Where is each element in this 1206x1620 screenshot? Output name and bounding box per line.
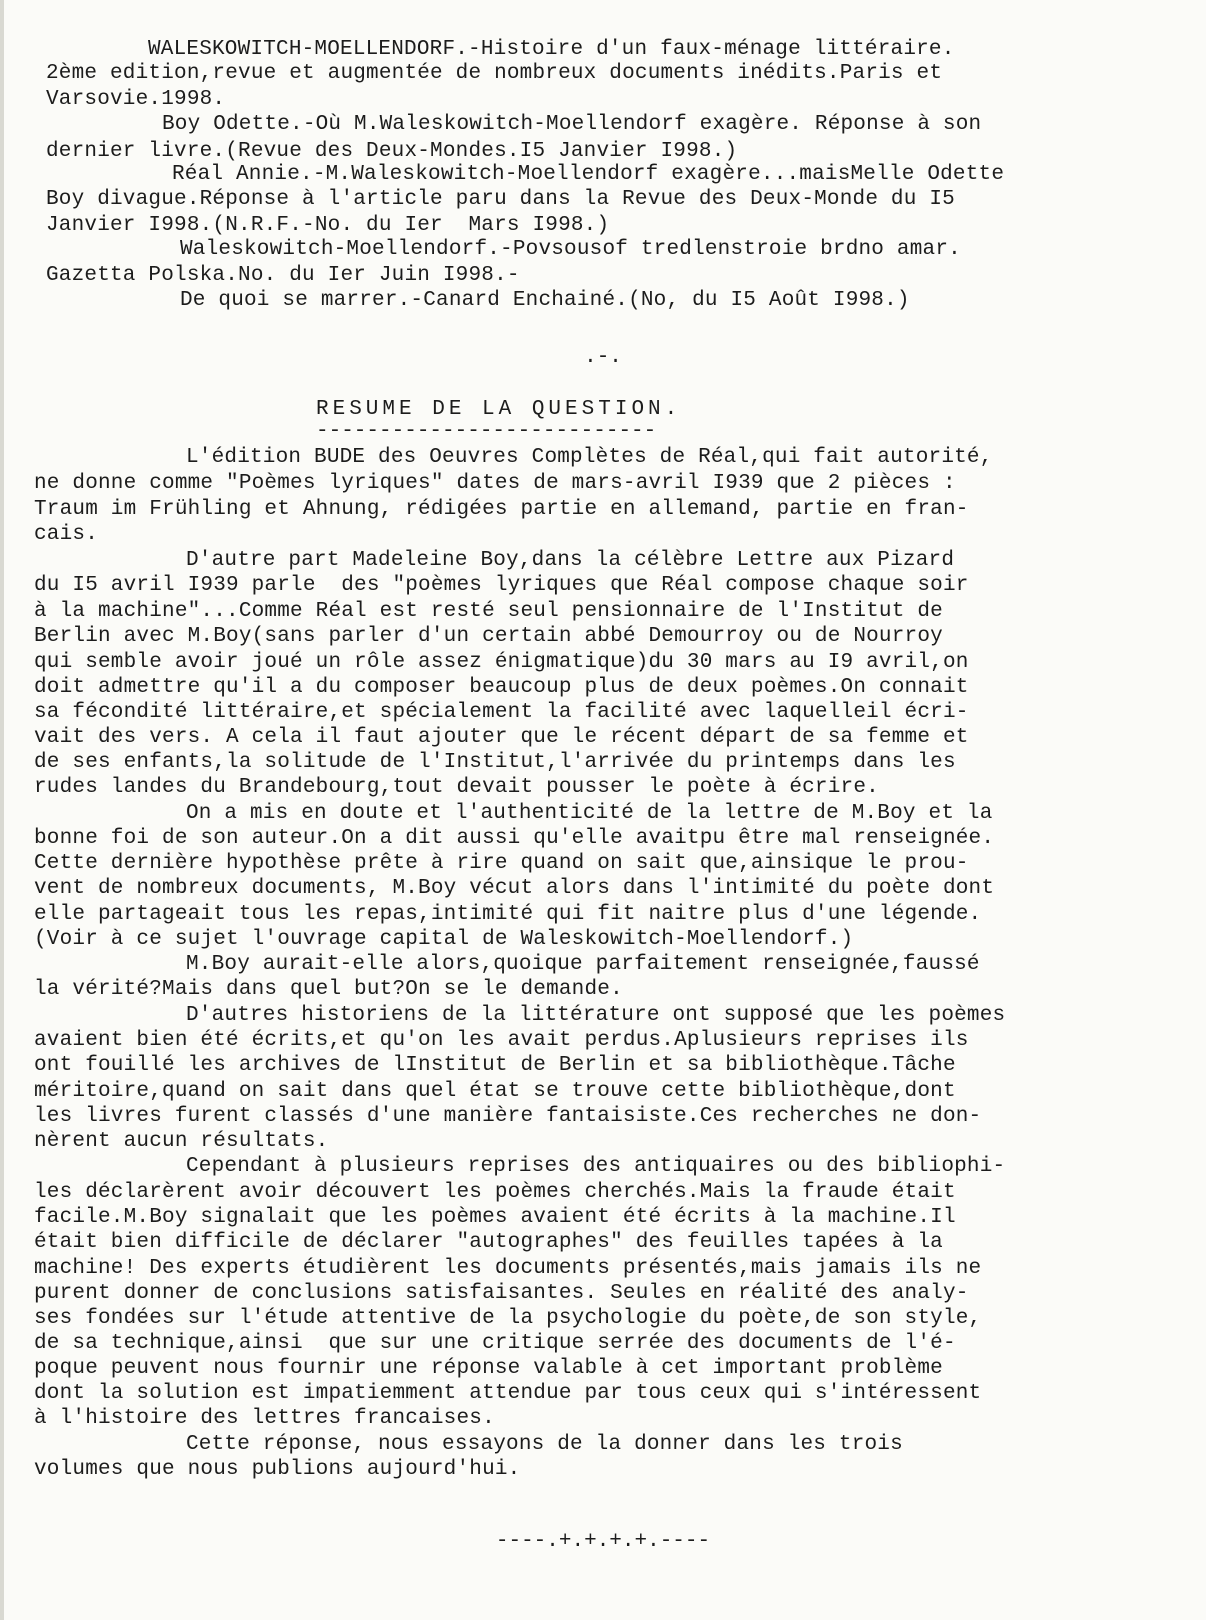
body-line-16: bonne foi de son auteur.On a dit aussi qu'elle avaitpu être mal renseignée. [34, 827, 995, 850]
body-line-5: D'autre part Madeleine Boy,dans la célèbre Lettre aux Pizard [186, 549, 955, 572]
body-line-38: dont la solution est impatiemment attendue par tous ceux qui s'intéressent [34, 1382, 982, 1405]
separator-top: .-. [584, 346, 622, 369]
body-line-10: doit admettre qu'il a du composer beaucoup plus de deux poèmes.On connait [34, 676, 969, 699]
body-line-24: avaient bien été écrits,et qu'on les avait perdus.Aplusieurs reprises ils [34, 1029, 969, 1052]
body-line-40: Cette réponse, nous essayons de la donner dans les trois [186, 1433, 903, 1456]
body-line-13: de ses enfants,la solitude de l'Institut,l'arrivée du printemps dans les [34, 751, 956, 774]
body-line-39: à l'histoire des lettres francaises. [34, 1407, 495, 1430]
body-line-14: rudes landes du Brandebourg,tout devait pousser le poète à écrire. [34, 776, 879, 799]
heading-underline: --------------------------- [316, 420, 657, 443]
body-line-11: sa fécondité littéraire,et spécialement la facilité avec laquelleil écri- [34, 701, 969, 724]
body-line-20: (Voir à ce sujet l'ouvrage capital de Waleskowitch-Moellendorf.) [34, 928, 854, 951]
body-line-26: méritoire,quand on sait dans quel état se trouve cette bibliothèque,dont [34, 1080, 956, 1103]
body-line-36: de sa technique,ainsi que sur une critique serrée des documents de l'é- [34, 1332, 956, 1355]
body-line-31: facile.M.Boy signalait que les poèmes avaient été écrits à la machine.Il [34, 1206, 956, 1229]
section-heading: RESUME DE LA QUESTION. [316, 398, 682, 421]
body-line-41: volumes que nous publions aujourd'hui. [34, 1458, 521, 1481]
body-line-4: cais. [34, 523, 99, 546]
body-line-22: la vérité?Mais dans quel but?On se le demande. [34, 978, 623, 1001]
bib-line-9: Waleskowitch-Moellendorf.-Povsousof tredlenstroie brdno amar. [180, 238, 961, 261]
body-line-27: les livres furent classés d'une manière fantaisiste.Ces recherches ne don- [34, 1105, 982, 1128]
body-line-1: L'édition BUDE des Oeuvres Complètes de Réal,qui fait autorité, [186, 446, 993, 469]
body-line-29: Cependant à plusieurs reprises des antiquaires ou des bibliophi- [186, 1155, 1006, 1178]
body-line-33: machine! Des experts étudièrent les documents présentés,mais jamais ils ne [34, 1257, 982, 1280]
body-line-35: ses fondées sur l'étude attentive de la psychologie du poète,de son style, [34, 1307, 982, 1330]
body-line-25: ont fouillé les archives de lInstitut de Berlin et sa bibliothèque.Tâche [34, 1054, 956, 1077]
body-line-6: du I5 avril I939 parle des "poèmes lyriques que Réal compose chaque soir [34, 574, 969, 597]
body-line-37: poque peuvent nous fournir une réponse valable à cet important problème [34, 1357, 943, 1380]
body-line-28: nèrent aucun résultats. [34, 1130, 329, 1153]
bib-line-2: 2ème edition,revue et augmentée de nombreux documents inédits.Paris et [46, 62, 943, 85]
bib-line-5: dernier livre.(Revue des Deux-Mondes.I5 Janvier I998.) [46, 140, 738, 163]
bib-line-11: De quoi se marrer.-Canard Enchainé.(No, du I5 Août I998.) [180, 289, 910, 312]
body-line-8: Berlin avec M.Boy(sans parler d'un certain abbé Demourroy ou de Nourroy [34, 625, 943, 648]
bib-line-8: Janvier I998.(N.R.F.-No. du Ier Mars I998.) [46, 214, 610, 237]
body-line-18: vent de nombreux documents, M.Boy vécut alors dans l'intimité du poète dont [34, 877, 995, 900]
body-line-23: D'autres historiens de la littérature ont supposé que les poèmes [186, 1004, 1006, 1027]
bib-line-3: Varsovie.1998. [46, 88, 226, 111]
bib-line-1: WALESKOWITCH-MOELLENDORF.-Histoire d'un faux-ménage littéraire. [148, 38, 955, 61]
body-line-17: Cette dernière hypothèse prête à rire quand on sait que,ainsique le prou- [34, 852, 969, 875]
body-line-15: On a mis en doute et l'authenticité de la lettre de M.Boy et la [186, 802, 993, 825]
body-line-12: vait des vers. A cela il faut ajouter que le récent départ de sa femme et [34, 726, 969, 749]
body-line-2: ne donne comme "Poèmes lyriques" dates de mars-avril I939 que 2 pièces : [34, 472, 956, 495]
body-line-7: à la machine"...Comme Réal est resté seul pensionnaire de l'Institut de [34, 600, 943, 623]
body-line-3: Traum im Frühling et Ahnung, rédigées partie en allemand, partie en fran- [34, 498, 969, 521]
scan-edge [0, 0, 4, 1620]
body-line-30: les déclarèrent avoir découvert les poèmes cherchés.Mais la fraude était [34, 1181, 956, 1204]
body-line-21: M.Boy aurait-elle alors,quoique parfaitement renseignée,faussé [186, 953, 980, 976]
body-line-32: était bien difficile de déclarer "autographes" des feuilles tapées à la [34, 1231, 943, 1254]
separator-bottom: ----.+.+.+.+.---- [495, 1530, 711, 1553]
bib-line-7: Boy divague.Réponse à l'article paru dans la Revue des Deux-Monde du I5 [46, 188, 955, 211]
bib-line-6: Réal Annie.-M.Waleskowitch-Moellendorf exagère...maisMelle Odette [172, 163, 1005, 186]
bib-line-4: Boy Odette.-Où M.Waleskowitch-Moellendorf exagère. Réponse à son [162, 113, 982, 136]
bib-line-10: Gazetta Polska.No. du Ier Juin I998.- [46, 264, 520, 287]
body-line-34: purent donner de conclusions satisfaisantes. Seules en réalité des analy- [34, 1282, 969, 1305]
body-line-9: qui semble avoir joué un rôle assez énigmatique)du 30 mars au I9 avril,on [34, 651, 969, 674]
body-line-19: elle partageait tous les repas,intimité qui fit naitre plus d'une légende. [34, 903, 982, 926]
